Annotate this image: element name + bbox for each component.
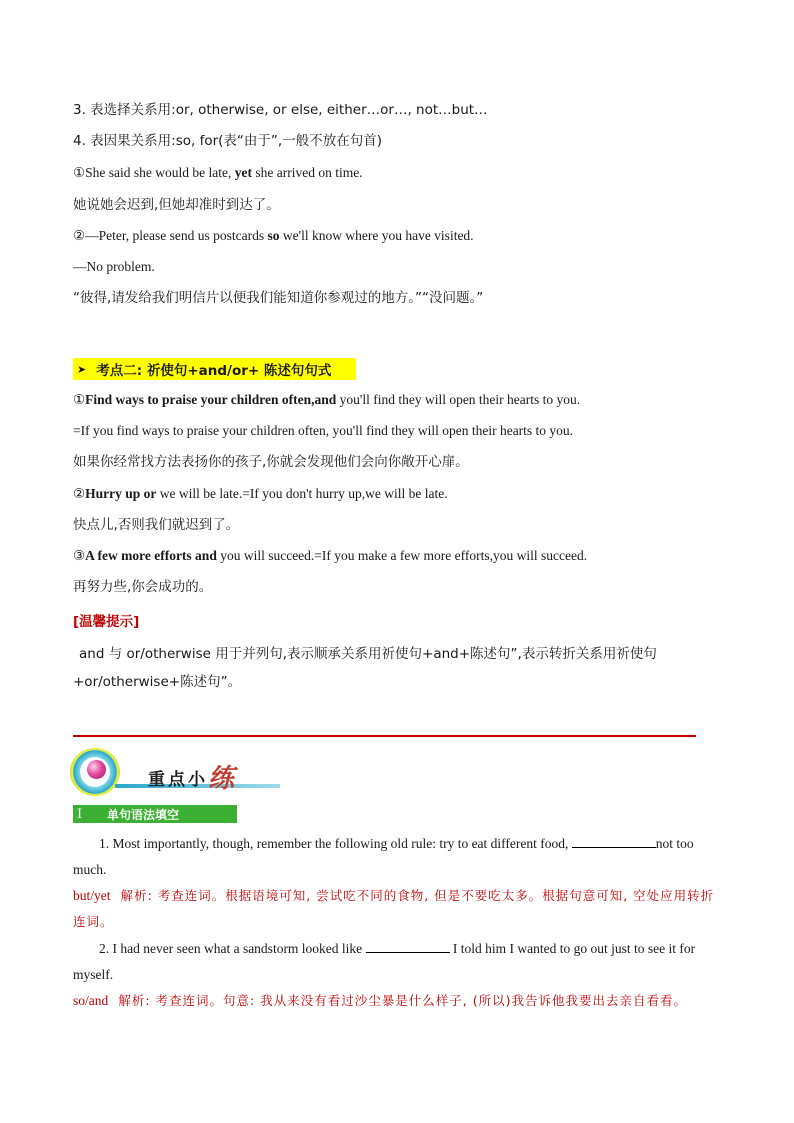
example-1-num: ① [73, 165, 86, 180]
question-1-pre: Most importantly, though, remember the following old rule: try to eat different food, [112, 836, 572, 851]
banner-ball-icon [87, 760, 106, 779]
example-2-reply: —No problem. [73, 259, 155, 274]
kd-example-3-sentence [73, 547, 587, 565]
kd-example-1-bold: Find ways to praise your children often,and [85, 392, 337, 407]
section-heading [73, 805, 237, 823]
answer-1-explanation: 解析: 考查连词。根据语境可知, 尝试吃不同的食物, 但是不要吃太多。根据句意可知, 空处应用转折连词。 [73, 888, 715, 929]
example-1-keyword: yet [234, 165, 252, 180]
question-2-pre: I had never seen what a sandstorm looked like [112, 941, 366, 956]
question-1-num: 1. [99, 836, 110, 851]
banner-title-accent: 练 [208, 764, 238, 794]
relation-choice-line: 3. 表选择关系用:or, otherwise, or else, either…or…, not…but… [73, 102, 488, 118]
kd-example-1-num: ① [73, 392, 86, 407]
kd-example-2-translation: 快点儿,否则我们就迟到了。 [73, 517, 240, 533]
relation-cause-line: 4. 表因果关系用:so, for(表“由于”,一般不放在句首) [73, 133, 382, 149]
example-1-translation: 她说她会迟到,但她却准时到达了。 [73, 197, 280, 213]
example-2-sentence [73, 227, 474, 245]
kd-example-2-rest: we will be late.=If you don't hurry up,we will be late. [156, 486, 448, 501]
example-2-keyword: so [267, 228, 280, 243]
question-1 [73, 831, 723, 883]
kd-example-3-num: ③ [73, 548, 86, 563]
answer-2-value: so/and [73, 993, 109, 1008]
example-1-sentence [73, 164, 363, 182]
example-2-num: ② [73, 228, 86, 243]
kd-example-3-translation: 再努力些,你会成功的。 [73, 579, 213, 595]
banner-title-main: 重点小 [148, 770, 208, 790]
example-2-pre: —Peter, please send us postcards [85, 228, 268, 243]
kd-example-1-sentence [73, 391, 580, 409]
question-2-blank[interactable] [366, 938, 450, 953]
kd-example-1-rest: you'll find they will open their hearts to you. [336, 392, 581, 407]
kd-example-3-bold: A few more efforts and [85, 548, 217, 563]
question-2 [73, 936, 723, 988]
kaodian-heading [73, 358, 356, 380]
example-1-post: she arrived on time. [251, 165, 363, 180]
section-divider [73, 735, 696, 737]
answer-1 [73, 883, 723, 935]
answer-1-value: but/yet [73, 888, 111, 903]
practice-banner [70, 746, 280, 796]
section-label: 单句语法填空 [107, 807, 180, 822]
kd-example-2-sentence [73, 485, 448, 503]
arrow-icon: ➤ [77, 362, 87, 376]
answer-2-explanation: 解析: 考查连词。句意: 我从来没有看过沙尘暴是什么样子, (所以)我告诉他我要出去亲自看看。 [118, 993, 687, 1008]
kd-example-3-rest: you will succeed.=If you make a few more efforts,you will succeed. [216, 548, 588, 563]
example-2-translation: “彼得,请发给我们明信片以便我们能知道你参观过的地方。”“没问题。” [73, 290, 484, 306]
kd-example-2-bold: Hurry up or [85, 486, 157, 501]
tip-label: [温馨提示] [73, 614, 140, 630]
kd-example-2-num: ② [73, 486, 86, 501]
kd-example-1-translation: 如果你经常找方法表扬你的孩子,你就会发现他们会向你敞开心扉。 [73, 454, 469, 470]
example-1-pre: She said she would be late, [85, 165, 235, 180]
answer-2 [73, 988, 723, 1014]
tip-paragraph: and 与 or/otherwise 用于并列句,表示顺承关系用祈使句+and+陈述句”,表示转折关系用祈使句+or/otherwise+陈述句”。 [73, 646, 657, 690]
question-2-post: I told him I wanted to go out just to see it for myself. [73, 941, 696, 982]
question-1-blank[interactable] [572, 833, 656, 848]
example-2-post: we'll know where you have visited. [279, 228, 474, 243]
question-1-post: not too much. [73, 836, 694, 877]
question-2-num: 2. [99, 941, 110, 956]
section-number: Ⅰ [77, 806, 83, 821]
kd-example-1-equiv: =If you find ways to praise your children often, you'll find they will open their hearts to you. [73, 423, 574, 438]
kaodian-title: 考点二: 祈使句+and/or+ 陈述句句式 [96, 363, 332, 379]
banner-title [148, 756, 237, 793]
